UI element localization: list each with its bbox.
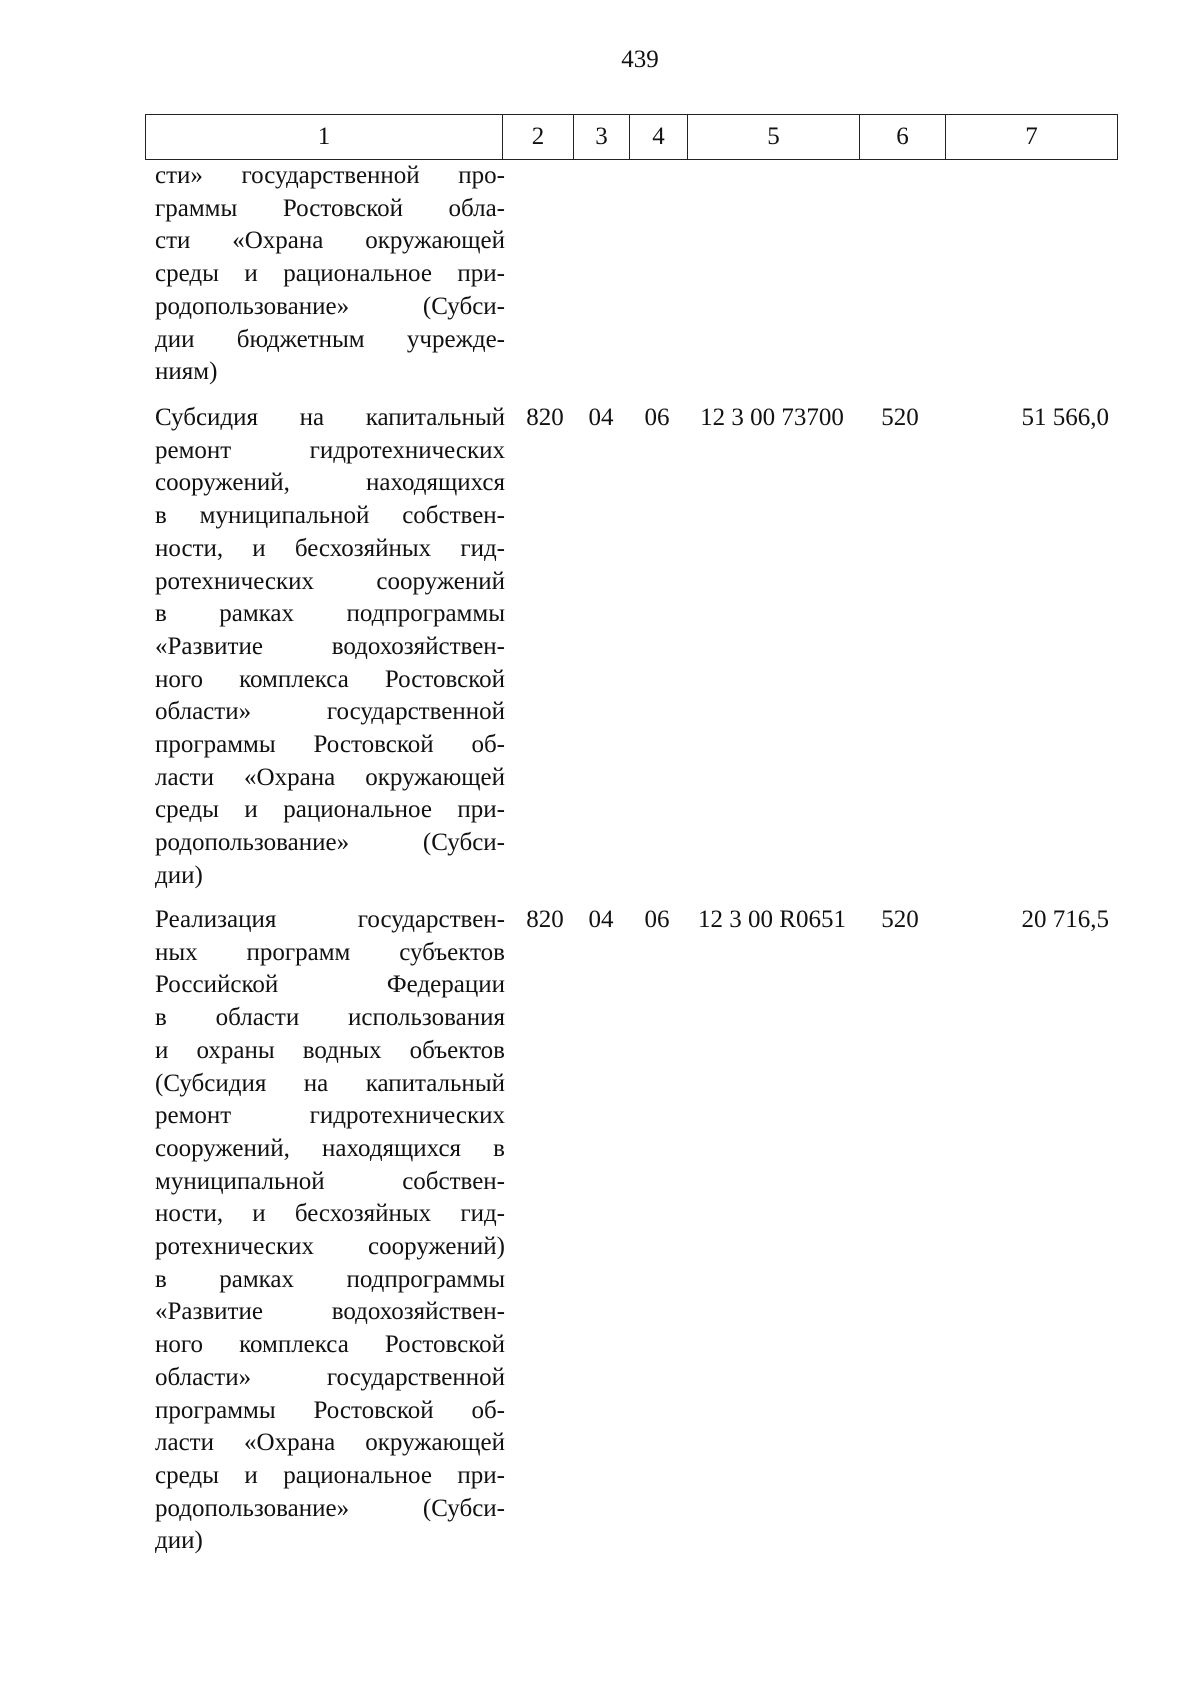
description-line: ниям) — [155, 358, 218, 386]
description-line: среды и рациональное при- — [155, 260, 505, 288]
description-line: ротехнических сооружений) — [155, 1233, 505, 1261]
description-line: ности, и бесхозяйных гид- — [155, 534, 505, 562]
description-line: ремонт гидротехнических — [155, 1102, 505, 1130]
amount: 20 716,5 — [1021, 906, 1109, 933]
target-item-code: 12 3 00 73700 — [700, 404, 844, 431]
column-header-2: 2 — [503, 115, 574, 160]
description-line: родопользование» (Субси- — [155, 829, 505, 857]
description-line: дии) — [155, 1527, 203, 1555]
description-line: Субсидия на капитальный — [155, 404, 505, 431]
target-item-code: 12 3 00 R0651 — [698, 906, 846, 933]
amount: 51 566,0 — [1021, 404, 1109, 431]
column-header-5: 5 — [688, 115, 860, 160]
ministry-code: 820 — [526, 404, 564, 431]
expense-type-code: 520 — [881, 906, 919, 933]
column-header-3: 3 — [574, 115, 630, 160]
column-header-4: 4 — [630, 115, 688, 160]
section-code: 04 — [588, 404, 614, 431]
description-line: ласти «Охрана окружающей — [155, 1429, 505, 1457]
subsection-code: 06 — [644, 906, 670, 933]
description-line: программы Ростовской об- — [155, 1396, 505, 1424]
description-line: Российской Федерации — [155, 971, 505, 999]
description-line: и охраны водных объектов — [155, 1036, 505, 1064]
row-description — [155, 160, 505, 389]
description-line: (Субсидия на капитальный — [155, 1069, 505, 1097]
row-description — [155, 402, 505, 893]
section-code: 04 — [588, 906, 614, 933]
description-line: муниципальной собствен- — [155, 1167, 505, 1195]
description-line: области» государственной — [155, 698, 505, 726]
description-line: ного комплекса Ростовской — [155, 1331, 505, 1359]
description-line: дии бюджетным учрежде- — [155, 325, 505, 353]
column-header-table — [145, 114, 1118, 160]
description-line: в рамках подпрограммы — [155, 1265, 505, 1293]
ministry-code: 820 — [526, 906, 564, 933]
description-line: «Развитие водохозяйствен- — [155, 632, 505, 660]
description-line: родопользование» (Субси- — [155, 1494, 505, 1522]
row-description — [155, 904, 505, 1558]
description-line: родопользование» (Субси- — [155, 292, 505, 320]
column-header-1: 1 — [146, 115, 503, 160]
description-line: в области использования — [155, 1004, 505, 1032]
description-line: области» государственной — [155, 1363, 505, 1391]
description-line: ротехнических сооружений — [155, 567, 505, 595]
description-line: граммы Ростовской обла- — [155, 194, 505, 222]
description-line: программы Ростовской об- — [155, 731, 505, 759]
description-line: ного комплекса Ростовской — [155, 665, 505, 693]
description-line: сти «Охрана окружающей — [155, 227, 505, 255]
description-line: ных программ субъектов — [155, 938, 505, 966]
description-line: среды и рациональное при- — [155, 796, 505, 824]
description-line: сти» государственной про- — [155, 162, 505, 189]
description-line: в рамках подпрограммы — [155, 600, 505, 628]
description-line: среды и рациональное при- — [155, 1461, 505, 1489]
description-line: Реализация государствен- — [155, 906, 505, 933]
column-header-row — [146, 115, 1118, 160]
description-line: «Развитие водохозяйствен- — [155, 1298, 505, 1326]
subsection-code: 06 — [644, 404, 670, 431]
description-line: в муниципальной собствен- — [155, 502, 505, 530]
expense-type-code: 520 — [881, 404, 919, 431]
description-line: ремонт гидротехнических — [155, 436, 505, 464]
description-line: сооружений, находящихся — [155, 469, 505, 497]
description-line: ности, и бесхозяйных гид- — [155, 1200, 505, 1228]
description-line: ласти «Охрана окружающей — [155, 763, 505, 791]
column-header-7: 7 — [946, 115, 1118, 160]
description-line: дии) — [155, 861, 203, 889]
column-header-6: 6 — [860, 115, 946, 160]
description-line: сооружений, находящихся в — [155, 1134, 505, 1162]
page-number: 439 — [621, 46, 659, 73]
